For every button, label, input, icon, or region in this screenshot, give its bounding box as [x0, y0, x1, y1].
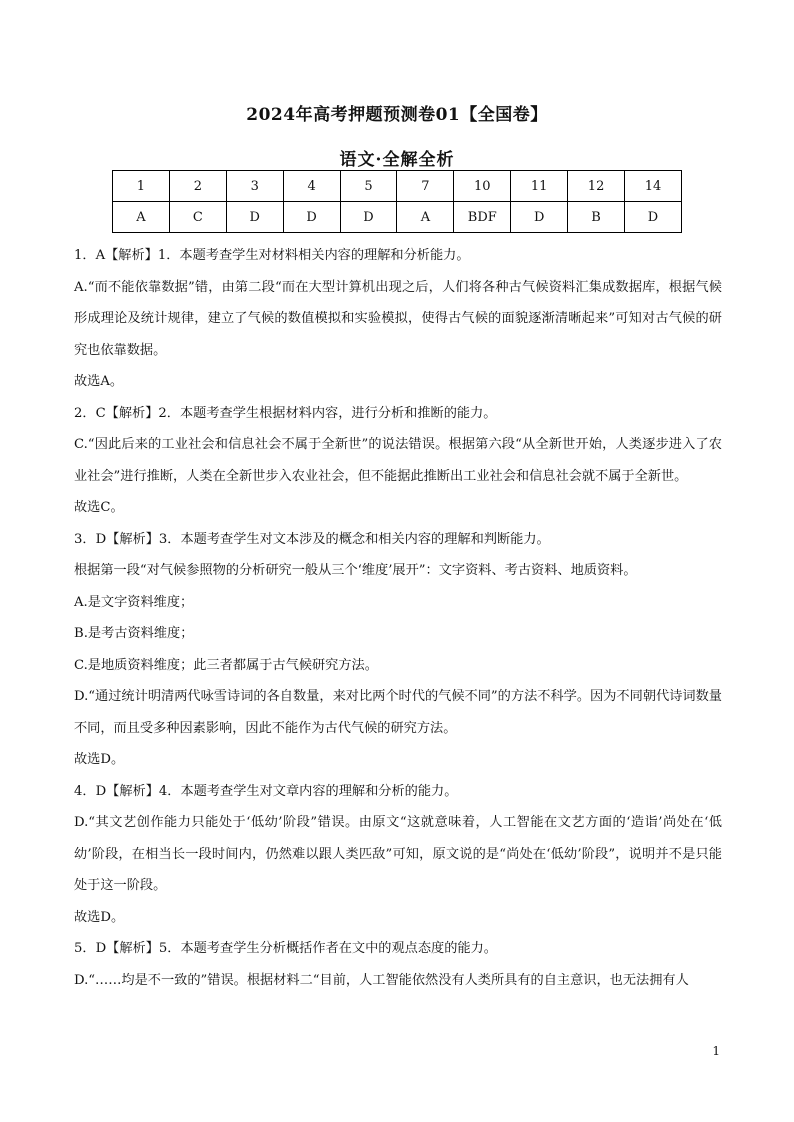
- analysis-paragraph: C.“因此后来的工业社会和信息社会不属于全新世”的说法错误。根据第六段“从全新世开始，人类逐步进入了农业社会”进行推断，人类在全新世步入农业社会，但不能据此推断出工业社会和信息社会就不属于全新世。: [74, 437, 722, 484]
- analysis-body: [74, 240, 722, 996]
- question-number-cell: 1: [113, 171, 170, 202]
- answer-row: [113, 202, 682, 233]
- question-number-cell: 12: [568, 171, 625, 202]
- question-number-cell: 14: [625, 171, 682, 202]
- analysis-paragraph: D.“通过统计明清两代咏雪诗词的各自数量，来对比两个时代的气候不同”的方法不科学。因为不同朝代诗词数量不同，而且受多种因素影响，因此不能作为古代气候的研究方法。: [74, 689, 722, 736]
- analysis-heading-q5: 5．D【解析】5．本题考查学生分析概括作者在文中的观点态度的能力。: [74, 941, 497, 956]
- document-subtitle: 语文·全解全析: [339, 150, 455, 170]
- answer-cell: A: [397, 202, 454, 233]
- answer-cell: A: [113, 202, 170, 233]
- analysis-heading-q1: 1．A【解析】1．本题考查学生对材料相关内容的理解和分析能力。: [74, 248, 470, 263]
- question-number-cell: 7: [397, 171, 454, 202]
- answer-choice-line: 故选A。: [74, 374, 124, 389]
- answer-cell: B: [568, 202, 625, 233]
- analysis-paragraph: B.是考古资料维度；: [74, 626, 194, 641]
- document-title: 2024年高考押题预测卷01【全国卷】: [246, 105, 548, 125]
- analysis-paragraph: A.是文字资料维度；: [74, 594, 194, 610]
- analysis-heading-q2: 2．C【解析】2．本题考查学生根据材料内容，进行分析和推断的能力。: [74, 405, 497, 421]
- question-number-cell: 3: [226, 171, 283, 202]
- analysis-heading-q4: 4．D【解析】4．本题考查学生对文章内容的理解和分析的能力。: [74, 783, 458, 799]
- question-number-cell: 11: [511, 171, 568, 202]
- answer-cell: D: [511, 202, 568, 233]
- question-number-cell: 5: [340, 171, 397, 202]
- analysis-heading-q3: 3．D【解析】3．本题考查学生对文本涉及的概念和相关内容的理解和判断能力。: [74, 531, 550, 547]
- answer-cell: BDF: [454, 202, 511, 233]
- answer-cell: D: [340, 202, 397, 233]
- analysis-paragraph: C.是地质资料维度；此三者都属于古气候研究方法。: [74, 657, 378, 673]
- question-number-cell: 4: [283, 171, 340, 202]
- answer-cell: C: [169, 202, 226, 233]
- page-number: 1: [712, 1044, 720, 1058]
- analysis-paragraph: D.“其文艺创作能力只能处于‘低幼’阶段”错误。由原文“这就意味着，人工智能在文艺方面的‘造诣’尚处在‘低幼’阶段，在相当长一段时间内，仍然难以跟人类匹敌”可知，原文说的是“尚处在‘低幼’阶段”，说明并不是只能处于这一阶段。: [74, 815, 722, 893]
- answer-choice-line: 故选D。: [74, 909, 125, 925]
- analysis-paragraph: 根据第一段“对气候参照物的分析研究一般从三个‘维度’展开”：文字资料、考古资料、地质资料。: [74, 563, 637, 578]
- analysis-paragraph: D.“……均是不一致的”错误。根据材料二“目前，人工智能依然没有人类所具有的自主意识，也无法拥有人: [74, 972, 689, 988]
- answer-choice-line: 故选C。: [74, 500, 124, 515]
- answer-cell: D: [625, 202, 682, 233]
- answer-table: [112, 170, 682, 233]
- question-number-cell: 10: [454, 171, 511, 202]
- answer-choice-line: 故选D。: [74, 752, 125, 767]
- answer-cell: D: [283, 202, 340, 233]
- question-number-row: [113, 171, 682, 202]
- question-number-cell: 2: [169, 171, 226, 202]
- analysis-paragraph: A.“而不能依靠数据”错，由第二段“而在大型计算机出现之后，人们将各种古气候资料汇集成数据库，根据气候形成理论及统计规律，建立了气候的数值模拟和实验模拟，使得古气候的面貌逐渐清晰起来”可知对古气候的研究也依靠数据。: [74, 279, 722, 358]
- answer-cell: D: [226, 202, 283, 233]
